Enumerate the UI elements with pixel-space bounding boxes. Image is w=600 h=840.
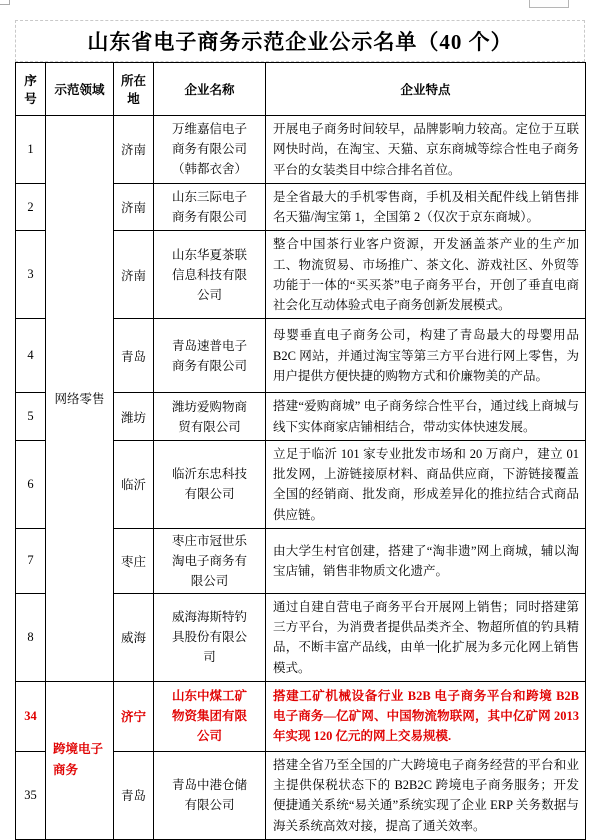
table-row bbox=[16, 116, 586, 184]
features-cell: 搭建工矿机械设备行业 B2B 电子商务平台和跨境 B2B 电子商务—亿矿网、中国物流物联网，其中亿矿网 2013 年实现 120 亿元的网上交易规模. bbox=[266, 681, 586, 751]
company-name-cell: 青岛速普电子商务有限公司 bbox=[154, 319, 266, 393]
location-cell: 青岛 bbox=[114, 319, 154, 393]
company-name-cell: 山东华夏茶联信息科技有限公司 bbox=[154, 231, 266, 319]
enterprise-table bbox=[15, 62, 586, 840]
features-text-before-cursor: 通过自建自营电子商务平台开展网上销售；同时搭建第三方平台，为消费者提供品类齐全、物超所值的钓具精品，不断丰富产品线，由单一 bbox=[273, 599, 579, 655]
header-location: 所在地 bbox=[114, 63, 154, 116]
seq-cell: 35 bbox=[16, 751, 46, 839]
features-cell: 开展电子商务时间较早，品牌影响力较高。定位于互联网快时尚，在淘宝、天猫、京东商城等综合性电子商务平台的女装类目中综合排名首位。 bbox=[266, 116, 586, 184]
location-cell: 枣庄 bbox=[114, 528, 154, 593]
seq-cell: 8 bbox=[16, 593, 46, 681]
location-cell: 威海 bbox=[114, 593, 154, 681]
features-cell: 搭建“爱购商城” 电子商务综合性平台，通过线上商城与线下实体商家店铺相结合，带动实体快速发展。 bbox=[266, 393, 586, 441]
features-cell: 母婴垂直电子商务公司，构建了青岛最大的母婴用品 B2C 网站，并通过淘宝等第三方平台进行网上零售，为用户提供方便快捷的购物方式和价廉物美的产品。 bbox=[266, 319, 586, 393]
header-name: 企业名称 bbox=[154, 63, 266, 116]
location-cell: 青岛 bbox=[114, 751, 154, 839]
location-cell: 济南 bbox=[114, 183, 154, 231]
page-edge-artifact bbox=[529, 0, 569, 8]
field-group-cross-border: 跨境电子商务 bbox=[46, 681, 114, 839]
seq-cell: 5 bbox=[16, 393, 46, 441]
location-cell: 济南 bbox=[114, 231, 154, 319]
seq-cell: 4 bbox=[16, 319, 46, 393]
company-name-cell: 万维嘉信电子商务有限公司（韩都衣舍） bbox=[154, 116, 266, 184]
company-name-cell: 山东三际电子商务有限公司 bbox=[154, 183, 266, 231]
company-name-cell: 山东中煤工矿物资集团有限公司 bbox=[154, 681, 266, 751]
company-name-cell: 枣庄市冠世乐淘电子商务有限公司 bbox=[154, 528, 266, 593]
location-cell: 潍坊 bbox=[114, 393, 154, 441]
features-cell: 整合中国茶行业客户资源，开发涵盖茶产业的生产加工、物流贸易、市场推广、茶文化、游戏社区、外贸等功能于一体的“买买茶”电子商务平台，开创了垂直电商社会化互动体验式电子商务创新发展模式。 bbox=[266, 231, 586, 319]
document-title: 山东省电子商务示范企业公示名单（40 个） bbox=[87, 30, 513, 54]
features-cell: 由大学生村官创建，搭建了“淘非遗”网上商城，辅以淘宝店铺，销售非物质文化遗产。 bbox=[266, 528, 586, 593]
table-row-highlighted bbox=[16, 681, 586, 751]
seq-cell: 1 bbox=[16, 116, 46, 184]
table-header-row bbox=[16, 63, 586, 116]
seq-cell: 2 bbox=[16, 183, 46, 231]
company-name-cell: 威海海斯特钓具股份有限公司 bbox=[154, 593, 266, 681]
company-name-cell: 青岛中港仓储有限公司 bbox=[154, 751, 266, 839]
features-cell: 立足于临沂 101 家专业批发市场和 20 万商户，建立 01 批发网，上游链接原材料、商品供应商，下游链接覆盖全国的经销商、批发商，形成差异化的推拉结合式商品供应链。 bbox=[266, 440, 586, 528]
seq-cell: 6 bbox=[16, 440, 46, 528]
company-name-cell: 潍坊爱购物商贸有限公司 bbox=[154, 393, 266, 441]
header-features: 企业特点 bbox=[266, 63, 586, 116]
header-seq: 序号 bbox=[16, 63, 46, 116]
seq-cell: 3 bbox=[16, 231, 46, 319]
features-cell: 是全省最大的手机零售商，手机及相关配件线上销售排名天猫/淘宝第 1，全国第 2（仅次于京东商城）。 bbox=[266, 183, 586, 231]
seq-cell: 7 bbox=[16, 528, 46, 593]
page-corner-artifact bbox=[0, 0, 10, 5]
location-cell: 济南 bbox=[114, 116, 154, 184]
document-page bbox=[15, 20, 585, 840]
location-cell: 济宁 bbox=[114, 681, 154, 751]
location-cell: 临沂 bbox=[114, 440, 154, 528]
document-title-box bbox=[15, 20, 585, 62]
features-text-after-cursor: 化扩展为多元化网上销售模式。 bbox=[273, 640, 579, 675]
features-cell: 搭建全省乃至全国的广大跨境电子商务经营的平台和业主提供保税状态下的 B2B2C 跨境电子商务服务；开发便捷通关系统“易关通”系统实现了企业 ERP 关务数据与海关系统高效对接，提高了通关效率。 bbox=[266, 751, 586, 839]
field-group-online-retail: 网络零售 bbox=[46, 116, 114, 682]
company-name-cell: 临沂东忠科技有限公司 bbox=[154, 440, 266, 528]
seq-cell: 34 bbox=[16, 681, 46, 751]
header-field: 示范领域 bbox=[46, 63, 114, 116]
features-cell bbox=[266, 593, 586, 681]
